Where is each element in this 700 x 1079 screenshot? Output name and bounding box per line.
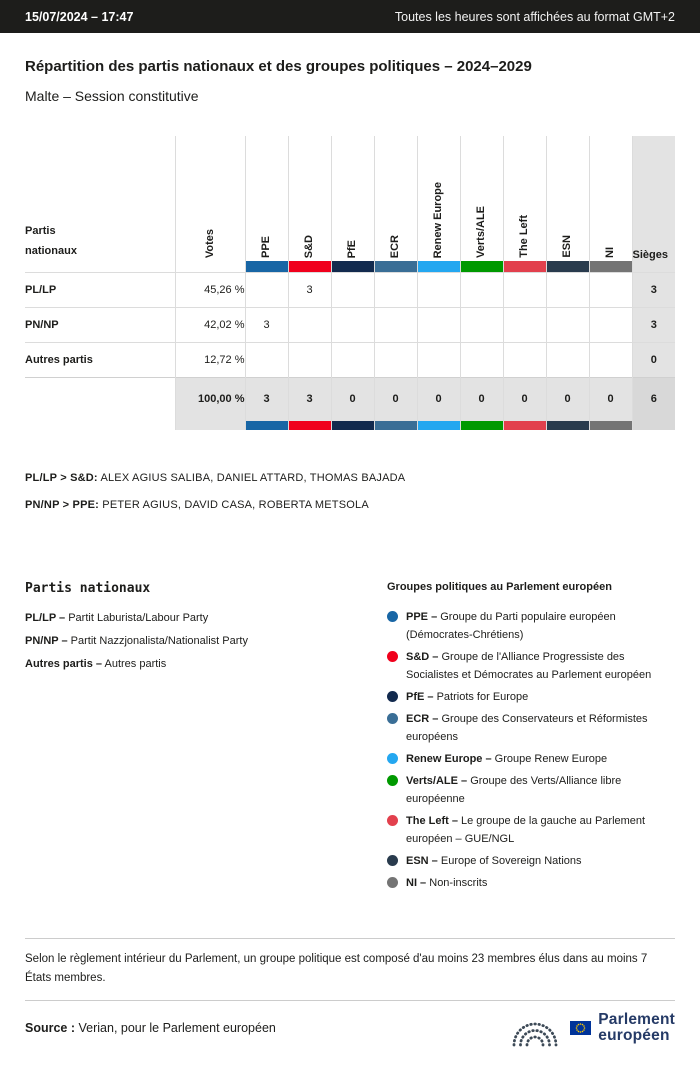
elected-members-list [25, 472, 675, 511]
seat-cell-renew-europe [417, 307, 460, 342]
column-header-renew-europe: Renew Europe [417, 136, 460, 261]
total-cell-the-left: 0 [503, 377, 546, 421]
total-cell-verts-ale: 0 [460, 377, 503, 421]
seat-cell-pfe [331, 342, 374, 377]
color-bar-pfe [331, 261, 374, 272]
table-row-pllp [25, 272, 675, 307]
seat-cell-sd [288, 307, 331, 342]
color-bar-renew-europe [417, 261, 460, 272]
column-header-the-left: The Left [503, 136, 546, 261]
seat-cell-ni [589, 272, 632, 307]
color-bar-esn [546, 421, 589, 430]
color-bar-verts-ale [460, 261, 503, 272]
color-bar-the-left [503, 261, 546, 272]
legend-item-renew-europe: Renew Europe – Groupe Renew Europe [387, 750, 675, 768]
seat-cell-renew-europe [417, 272, 460, 307]
total-seats-cell: 3 [632, 307, 675, 342]
total-cell-pfe: 0 [331, 377, 374, 421]
total-cell-ecr: 0 [374, 377, 417, 421]
color-bar-ppe [245, 261, 288, 272]
group-color-dot-renew-europe [387, 753, 398, 764]
color-bar-sd [288, 421, 331, 430]
main-content [0, 58, 700, 1047]
elected-members-pllp: PL/LP > S&D: ALEX AGIUS SALIBA, DANIEL ATTARD, THOMAS BAJADA [25, 472, 406, 484]
national-parties-legend [25, 581, 387, 896]
color-bar-ni [589, 261, 632, 272]
table-row-total [25, 377, 675, 421]
seat-cell-verts-ale [460, 272, 503, 307]
datetime-label: 15/07/2024 – 17:47 [25, 9, 134, 24]
seat-cell-sd: 3 [288, 272, 331, 307]
political-groups-legend-title: Groupes politiques au Parlement européen [387, 581, 612, 593]
seat-cell-verts-ale [460, 307, 503, 342]
legend-item-pfe: PfE – Patriots for Europe [387, 688, 675, 706]
page-title: Répartition des partis nationaux et des groupes politiques – 2024–2029 [25, 58, 532, 75]
legend-item-verts-ale: Verts/ALE – Groupe des Verts/Alliance libre européenne [387, 772, 675, 808]
color-bar-sd [288, 261, 331, 272]
ep-hemicycle-icon [507, 1009, 563, 1047]
total-cell-sd: 3 [288, 377, 331, 421]
legend-item-pnnp: PN/NP – Partit Nazzjonalista/Nationalist Party [25, 635, 248, 647]
party-name-cell: PL/LP [25, 272, 175, 307]
legend-item-sd: S&D – Groupe de l'Alliance Progressiste des Socialistes et Démocrates au Parlement européen [387, 648, 675, 684]
ep-logo[interactable] [507, 1009, 675, 1047]
ep-logo-text: Parlement européen [598, 1011, 675, 1044]
group-color-bars-bottom [25, 421, 675, 430]
seat-cell-sd [288, 342, 331, 377]
timezone-note: Toutes les heures sont affichées au format GMT+2 [394, 9, 675, 24]
page-subtitle: Malte – Session constitutive [25, 88, 199, 104]
group-rule-note: Selon le règlement intérieur du Parlement, un groupe politique est composé d'au moins 23 membres élus dans au moins 7 États membres. [25, 953, 648, 984]
votes-cell: 45,26 % [175, 272, 245, 307]
legend-section [25, 581, 675, 896]
seat-cell-pfe [331, 272, 374, 307]
seat-cell-the-left [503, 342, 546, 377]
table-row-autres-partis [25, 342, 675, 377]
total-seats-cell: 0 [632, 342, 675, 377]
group-color-dot-the-left [387, 815, 398, 826]
seat-cell-verts-ale [460, 342, 503, 377]
seat-cell-the-left [503, 307, 546, 342]
source-bar [25, 1009, 675, 1047]
legend-item-ni: NI – Non-inscrits [387, 874, 675, 892]
seat-cell-ecr [374, 272, 417, 307]
color-bar-verts-ale [460, 421, 503, 430]
column-header-ecr: ECR [374, 136, 417, 261]
legend-item-ppe: PPE – Groupe du Parti populaire européen (Démocrates-Chrétiens) [387, 608, 675, 644]
top-bar [0, 0, 700, 33]
seat-cell-ni [589, 307, 632, 342]
group-color-dot-ppe [387, 611, 398, 622]
total-cell-renew-europe: 0 [417, 377, 460, 421]
color-bar-ecr [374, 421, 417, 430]
table-row-pnnp [25, 307, 675, 342]
color-bar-ni [589, 421, 632, 430]
column-header-seats: Sièges [632, 136, 675, 261]
total-cell-ni: 0 [589, 377, 632, 421]
seat-cell-the-left [503, 272, 546, 307]
group-color-dot-ecr [387, 713, 398, 724]
total-seats-cell: 3 [632, 272, 675, 307]
total-cell-esn: 0 [546, 377, 589, 421]
eu-flag-icon [570, 1021, 591, 1035]
color-bar-esn [546, 261, 589, 272]
total-cell-ppe: 3 [245, 377, 288, 421]
divider-top [25, 938, 675, 939]
group-color-dot-verts-ale [387, 775, 398, 786]
group-color-dot-pfe [387, 691, 398, 702]
column-header-pfe: PfE [331, 136, 374, 261]
color-bar-the-left [503, 421, 546, 430]
seat-cell-renew-europe [417, 342, 460, 377]
table-header-row [25, 136, 675, 261]
seat-cell-esn [546, 307, 589, 342]
seat-cell-esn [546, 272, 589, 307]
legend-item-autres: Autres partis – Autres partis [25, 658, 167, 670]
seat-cell-ni [589, 342, 632, 377]
color-bar-ecr [374, 261, 417, 272]
column-header-sd: S&D [288, 136, 331, 261]
seat-cell-ecr [374, 342, 417, 377]
legend-item-esn: ESN – Europe of Sovereign Nations [387, 852, 675, 870]
column-header-esn: ESN [546, 136, 589, 261]
elected-members-pnnp: PN/NP > PPE: PETER AGIUS, DAVID CASA, ROBERTA METSOLA [25, 499, 369, 511]
seat-cell-ppe [245, 342, 288, 377]
seat-cell-pfe [331, 307, 374, 342]
color-bar-pfe [331, 421, 374, 430]
divider-bottom [25, 1000, 675, 1001]
column-header-parties: Partis nationaux [25, 225, 77, 257]
results-table [25, 136, 675, 430]
group-color-dot-esn [387, 855, 398, 866]
votes-cell: 42,02 % [175, 307, 245, 342]
legend-item-the-left: The Left – Le groupe de la gauche au Parlement européen – GUE/NGL [387, 812, 675, 848]
seat-cell-ppe [245, 272, 288, 307]
national-parties-legend-title: Partis nationaux [25, 581, 151, 596]
column-header-ni: NI [589, 136, 632, 261]
color-bar-ppe [245, 421, 288, 430]
party-name-cell: PN/NP [25, 307, 175, 342]
seat-cell-esn [546, 342, 589, 377]
color-bar-renew-europe [417, 421, 460, 430]
column-header-votes: Votes [175, 136, 245, 261]
group-color-bars-top [25, 261, 675, 272]
column-header-verts-ale: Verts/ALE [460, 136, 503, 261]
votes-cell: 12,72 % [175, 342, 245, 377]
source-line: Source : Verian, pour le Parlement européen [25, 1021, 276, 1035]
total-votes-cell: 100,00 % [175, 377, 245, 421]
seat-cell-ppe: 3 [245, 307, 288, 342]
group-color-dot-sd [387, 651, 398, 662]
group-color-dot-ni [387, 877, 398, 888]
party-name-cell: Autres partis [25, 342, 175, 377]
grand-total-seats-cell: 6 [632, 377, 675, 421]
legend-item-ecr: ECR – Groupe des Conservateurs et Réformistes européens [387, 710, 675, 746]
seat-cell-ecr [374, 307, 417, 342]
legend-item-pllp: PL/LP – Partit Laburista/Labour Party [25, 612, 209, 624]
column-header-ppe: PPE [245, 136, 288, 261]
political-groups-legend [387, 581, 675, 896]
